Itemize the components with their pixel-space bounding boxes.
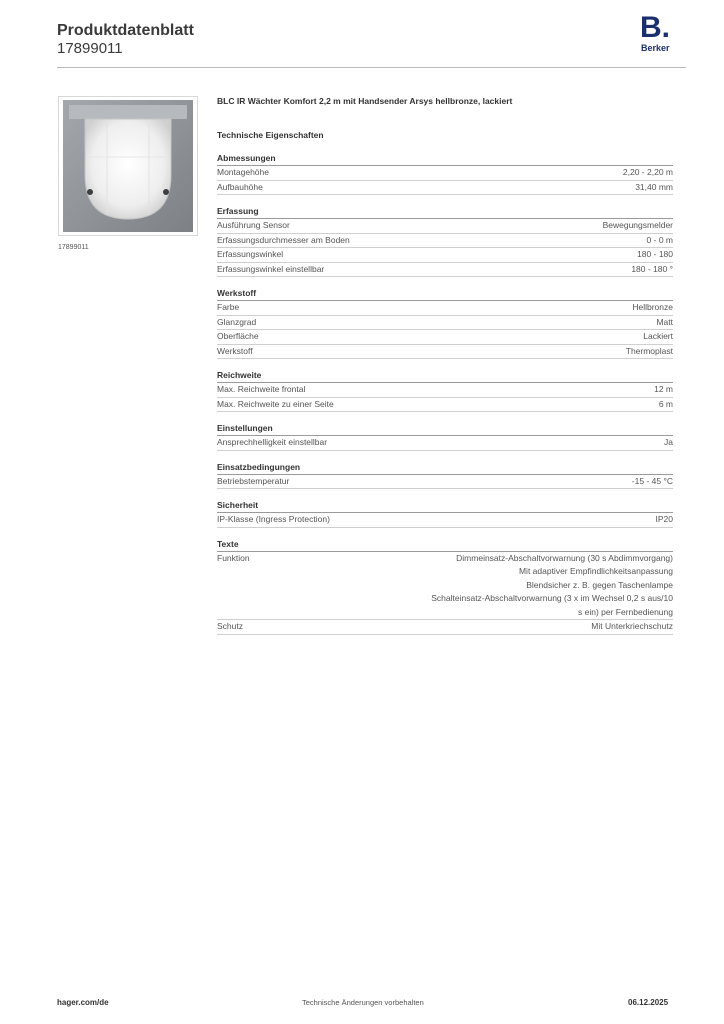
property-label: Funktion — [217, 552, 250, 563]
property-value-line: 180 - 180 — [637, 249, 673, 259]
footer-date: 06.12.2025 — [628, 998, 669, 1007]
section-title: Werkstoff — [217, 287, 673, 301]
property-row — [217, 248, 673, 263]
sensor-lens — [85, 119, 171, 219]
property-value-line: Mit adaptiver Empfindlichkeitsanpassung — [518, 566, 673, 576]
property-value-line: Matt — [656, 316, 673, 327]
property-row — [217, 301, 673, 316]
device-top-strip — [69, 105, 187, 119]
property-sections — [217, 152, 673, 635]
section-texte — [217, 538, 673, 635]
property-row — [217, 234, 673, 249]
property-value-line: Thermoplast — [625, 345, 673, 356]
property-value-line: Ja — [664, 437, 673, 447]
property-value — [631, 263, 673, 277]
section-erfassung — [217, 205, 673, 277]
section-title: Einsatzbedingungen — [217, 461, 673, 475]
property-value-line: Bewegungsmelder — [602, 220, 673, 230]
property-label: Ausführung Sensor — [217, 220, 290, 230]
property-row — [217, 475, 673, 490]
screw-icon — [87, 189, 93, 195]
brand-logo-word: Berker — [641, 43, 670, 53]
property-value-line: s ein) per Fernbedienung — [578, 606, 673, 617]
property-value-line: Mit Unterkriechschutz — [591, 621, 673, 631]
property-row — [217, 330, 673, 345]
section-title: Einstellungen — [217, 422, 673, 436]
property-label: Max. Reichweite zu einer Seite — [217, 398, 334, 409]
property-value-line: 12 m — [654, 384, 673, 394]
property-label: Betriebstemperatur — [217, 475, 290, 486]
section-einsatzbedingungen — [217, 461, 673, 490]
header-divider — [57, 67, 686, 68]
footer-note: Technische Änderungen vorbehalten — [302, 998, 424, 1007]
property-value — [603, 219, 673, 233]
property-row — [217, 513, 673, 528]
property-value-line: Lackiert — [643, 331, 673, 341]
property-row — [217, 383, 673, 398]
property-value-line: Dimmeinsatz-Abschaltvorwarnung (30 s Abdimmvorgang) — [456, 552, 673, 563]
property-value — [635, 181, 673, 195]
property-row — [217, 181, 673, 196]
property-value — [654, 383, 673, 397]
property-row — [217, 166, 673, 181]
property-value — [632, 301, 673, 315]
footer-website: hager.com/de — [57, 998, 109, 1007]
property-value-line: Blendsicher z. B. gegen Taschenlampe — [526, 579, 673, 590]
property-value-line: Hellbronze — [632, 302, 673, 312]
property-row — [217, 436, 673, 451]
property-label: Schutz — [217, 621, 243, 631]
section-title: Reichweite — [217, 369, 673, 383]
property-label: Montagehöhe — [217, 167, 269, 177]
property-label: Erfassungswinkel einstellbar — [217, 263, 325, 274]
property-value-line: 180 - 180 ° — [631, 263, 673, 274]
property-label: Oberfläche — [217, 331, 259, 341]
property-label: Ansprechhelligkeit einstellbar — [217, 437, 328, 447]
property-value — [626, 345, 673, 359]
page-title: Produktdatenblatt — [57, 22, 194, 39]
property-value — [643, 330, 673, 344]
motion-detector-illustration — [59, 97, 197, 235]
property-row — [217, 398, 673, 413]
property-label: Werkstoff — [217, 345, 253, 356]
brand-logo — [640, 11, 676, 54]
product-name: BLC IR Wächter Komfort 2,2 m mit Handsender Arsys hellbronze, lackiert — [217, 96, 513, 106]
section-title: Sicherheit — [217, 499, 673, 513]
section-abmessungen — [217, 152, 673, 195]
section-title: Texte — [217, 538, 673, 552]
property-label: Aufbauhöhe — [217, 181, 263, 192]
property-value-line: Schalteinsatz-Abschaltvorwarnung (3 x im Wechsel 0,2 s aus/10 — [431, 593, 673, 603]
property-row — [217, 263, 673, 278]
product-image — [58, 96, 198, 236]
brand-logo-mark: B. — [640, 11, 670, 44]
property-value-line: 0 - 0 m — [646, 234, 673, 245]
property-row — [217, 552, 673, 621]
property-label: Farbe — [217, 302, 240, 312]
section-werkstoff — [217, 287, 673, 359]
property-label: Glanzgrad — [217, 316, 257, 327]
property-value-line: IP20 — [655, 514, 673, 524]
section-sicherheit — [217, 499, 673, 528]
screw-icon — [163, 189, 169, 195]
section-einstellungen — [217, 422, 673, 451]
property-value — [664, 436, 673, 450]
property-value — [591, 620, 673, 634]
property-value-line: -15 - 45 °C — [631, 475, 673, 486]
document-number: 17899011 — [57, 40, 123, 57]
property-label: Max. Reichweite frontal — [217, 384, 306, 394]
property-row — [217, 620, 673, 635]
property-value — [632, 475, 673, 489]
property-value — [431, 552, 673, 620]
property-row — [217, 219, 673, 234]
technical-properties-heading: Technische Eigenschaften — [217, 130, 324, 140]
property-value — [656, 513, 674, 527]
section-reichweite — [217, 369, 673, 412]
datasheet-content — [217, 95, 673, 635]
property-value — [647, 234, 673, 248]
property-label: Erfassungswinkel — [217, 249, 284, 259]
property-value — [637, 248, 673, 262]
section-title: Erfassung — [217, 205, 673, 219]
image-caption: 17899011 — [58, 244, 89, 251]
property-label: Erfassungsdurchmesser am Boden — [217, 234, 350, 245]
property-label: IP-Klasse (Ingress Protection) — [217, 514, 330, 524]
property-value — [623, 166, 673, 180]
property-value — [659, 398, 673, 412]
section-title: Abmessungen — [217, 152, 673, 166]
property-value-line: 6 m — [658, 398, 673, 409]
property-row — [217, 316, 673, 331]
property-value-line: 31,40 mm — [635, 181, 673, 192]
property-value-line: 2,20 - 2,20 m — [622, 167, 673, 177]
property-value — [656, 316, 673, 330]
property-row — [217, 345, 673, 360]
